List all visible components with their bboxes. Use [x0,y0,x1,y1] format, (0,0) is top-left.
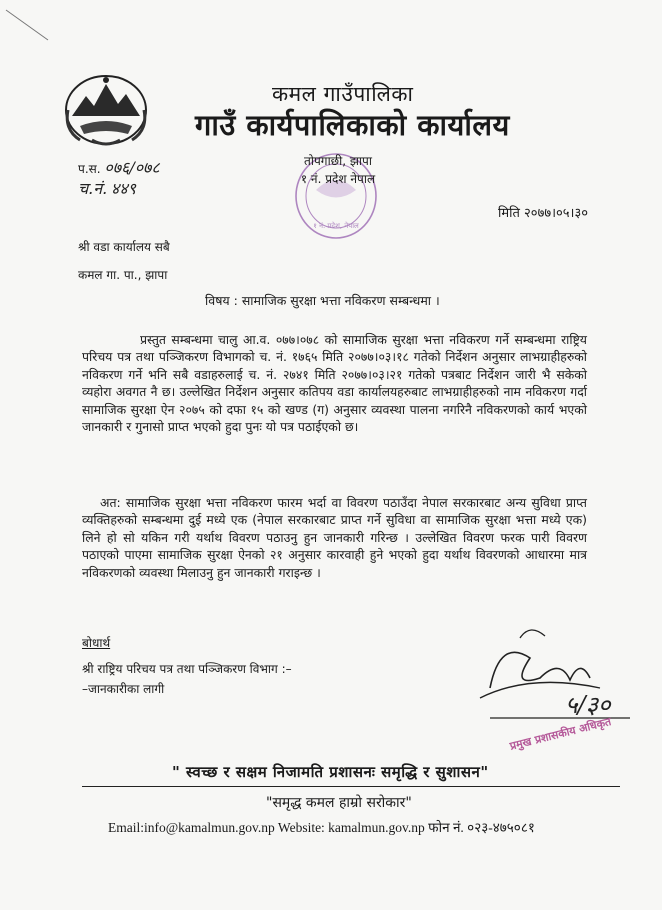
footer-motto: " स्वच्छ र सक्षम निजामति प्रशासनः समृद्धि र सुशासन" [172,763,489,781]
nepal-emblem-icon [62,70,150,148]
cc-title: बोधार्थ [82,636,111,650]
address-line-2: १ नं. प्रदेश नेपाल [300,172,376,186]
signature-date-note: ५/३० [565,691,611,719]
letter-subject: विषय : सामाजिक सुरक्षा भत्ता नविकरण सम्बन्धमा । [205,293,440,308]
recipient-line-2: कमल गा. पा., झापा [78,268,168,282]
body-paragraph-1: प्रस्तुत सम्बन्धमा चालु आ.व. ०७७।०७८ को सामाजिक सुरक्षा भत्ता नविकरण गर्ने सम्बन्धमा राष्ट्रिय परिचय पत्र तथा पञ्जिकरण विभागको च. नं. १७६५ मिति २०७७।०३।१८ गतेको निर्देशन अनुसार लाभग्राहीहरुको नविकरण गर्ने भनि सबै वडाहरुलाई च. नं. २७४१ मिति २०७७।०३।२१ गतेको पत्रबाट निर्देशन जारी भै सकेको व्यहोरा अवगत नै छ। उल्लेखित निर्देशन अनुसार कतिपय वडा कार्यालयहरुबाट लाभग्राहीहरुको नाम नविकरण गर्दा सामाजिक सुरक्षा ऐन २०७५ को दफा १५ को खण्ड (ग) अनुसार व्यवस्था पालना नगरिनै नविकरणको कार्य भएको जानकारी र गुनासो प्राप्त भएको हुदा पुनः यो पत्र पठाईएको छ। [82,332,587,435]
ps-number [78,158,160,179]
body-paragraph-2: अत: सामाजिक सुरक्षा भत्ता नविकरण फारम भर्दा वा विवरण पठाउँदा नेपाल सरकारबाट अन्य सुविधा प्राप्त व्यक्तिहरुको सम्बन्धमा दुई मध्ये एक (नेपाल सरकारबाट प्राप्त गर्ने सुविधा वा सामाजिक सुरक्षा भत्ता मध्ये एक) लिने हो सो यकिन गरी यर्थाथ विवरण पठाउनु हुन जानकारी गरिन्छ । उल्लेखित विवरण फरक पारी विवरण पठाएको पाएमा सामाजिक सुरक्षा ऐनको २१ अनुसार कारवाही हुने भएको हुदा यर्थाथ विवरणको आधारमा मात्र नविकरणको व्यवस्था मिलाउनु हुन जानकारी गराइन्छ । [82,495,587,580]
ps-label: प.स. [78,162,101,176]
footer-contact: Email:info@kamalmun.gov.np Website: kamalmun.gov.np फोन नं. ०२३-४७५०८१ [108,820,535,835]
cc-line-1: श्री राष्ट्रिय परिचय पत्र तथा पञ्जिकरण विभाग :– [82,662,292,676]
ps-value: ०७६/०७८ [104,158,160,177]
office-name: गाउँ कार्यपालिकाको कार्यालय [195,108,510,142]
signature-stamp-text: प्रमुख प्रशासकीय अधिकृत [508,714,613,753]
cc-line-2: –जानकारीका लागी [82,682,165,696]
footer-slogan: "समृद्ध कमल हाम्रो सरोकार" [266,795,412,811]
cn-label: च.नं. [78,179,108,198]
recipient-line-1: श्री वडा कार्यालय सबै [78,240,170,254]
address-line-1: तोपगाछी, झापा [304,154,372,168]
svg-text:१ नं. प्रदेश, नेपाल: १ नं. प्रदेश, नेपाल [313,222,359,230]
cn-number [78,179,160,200]
reference-numbers [78,158,160,200]
letter-date: मिति २०७७।०५।३० [498,206,588,221]
footer-divider [82,786,620,787]
office-address [288,152,388,188]
org-name: कमल गाउँपालिका [272,82,414,106]
cn-value: ४४९ [111,179,137,198]
